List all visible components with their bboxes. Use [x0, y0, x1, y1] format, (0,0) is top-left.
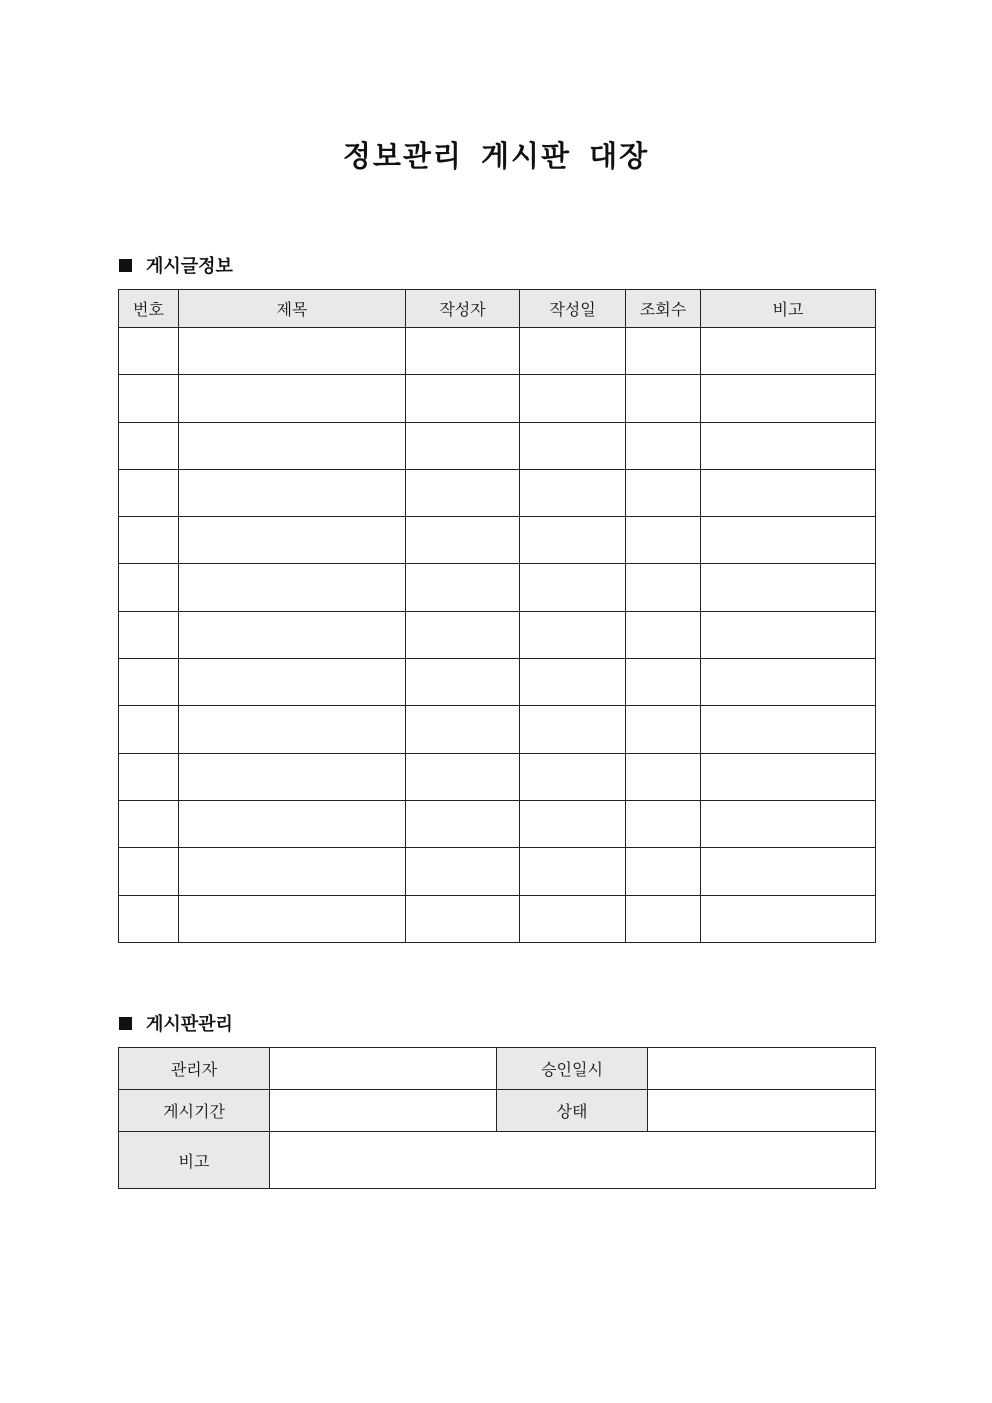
table-cell[interactable] — [406, 469, 520, 516]
table-row — [119, 800, 876, 847]
table-cell[interactable] — [119, 800, 179, 847]
table-cell[interactable] — [179, 517, 406, 564]
table-cell[interactable] — [406, 375, 520, 422]
table-cell[interactable] — [406, 517, 520, 564]
table-cell[interactable] — [626, 753, 701, 800]
column-header: 제목 — [179, 290, 406, 328]
table-cell[interactable] — [179, 895, 406, 942]
table-cell[interactable] — [520, 422, 626, 469]
table-cell[interactable] — [179, 375, 406, 422]
table-cell[interactable] — [119, 659, 179, 706]
table-cell[interactable] — [626, 895, 701, 942]
table-header-row — [119, 290, 876, 328]
table-cell[interactable] — [179, 564, 406, 611]
remarks-label: 비고 — [119, 1132, 270, 1189]
table-cell[interactable] — [520, 753, 626, 800]
status-label: 상태 — [497, 1090, 648, 1132]
table-row — [119, 753, 876, 800]
table-cell[interactable] — [406, 848, 520, 895]
table-cell[interactable] — [179, 328, 406, 375]
table-row — [119, 706, 876, 753]
table-cell[interactable] — [626, 375, 701, 422]
table-cell[interactable] — [179, 848, 406, 895]
table-cell[interactable] — [520, 706, 626, 753]
table-row — [119, 659, 876, 706]
table-cell[interactable] — [179, 706, 406, 753]
table-row — [119, 611, 876, 658]
table-cell[interactable] — [179, 800, 406, 847]
column-header: 작성일 — [520, 290, 626, 328]
table-cell[interactable] — [626, 706, 701, 753]
period-label: 게시기간 — [119, 1090, 270, 1132]
table-cell[interactable] — [406, 753, 520, 800]
table-cell[interactable] — [701, 517, 876, 564]
table-cell[interactable] — [701, 848, 876, 895]
table-cell[interactable] — [626, 611, 701, 658]
table-cell[interactable] — [701, 611, 876, 658]
table-cell[interactable] — [406, 328, 520, 375]
column-header: 번호 — [119, 290, 179, 328]
table-cell[interactable] — [701, 422, 876, 469]
column-header: 비고 — [701, 290, 876, 328]
status-field[interactable] — [648, 1090, 876, 1132]
table-cell[interactable] — [520, 800, 626, 847]
table-cell[interactable] — [701, 659, 876, 706]
table-cell[interactable] — [119, 469, 179, 516]
table-cell[interactable] — [626, 564, 701, 611]
table-cell[interactable] — [406, 706, 520, 753]
table-cell[interactable] — [179, 753, 406, 800]
table-cell[interactable] — [406, 422, 520, 469]
square-bullet-icon — [119, 259, 132, 272]
manager-label: 관리자 — [119, 1048, 270, 1090]
table-row — [119, 1132, 876, 1189]
table-cell[interactable] — [119, 706, 179, 753]
table-cell[interactable] — [520, 895, 626, 942]
table-row — [119, 517, 876, 564]
table-cell[interactable] — [626, 517, 701, 564]
table-cell[interactable] — [520, 517, 626, 564]
table-cell[interactable] — [179, 422, 406, 469]
column-header: 작성자 — [406, 290, 520, 328]
table-row — [119, 895, 876, 942]
table-cell[interactable] — [520, 469, 626, 516]
table-cell[interactable] — [626, 328, 701, 375]
section-heading-label: 게시판관리 — [146, 1014, 233, 1035]
table-cell[interactable] — [179, 611, 406, 658]
table-row — [119, 469, 876, 516]
table-cell[interactable] — [406, 611, 520, 658]
table-cell[interactable] — [119, 328, 179, 375]
table-cell[interactable] — [406, 895, 520, 942]
table-cell[interactable] — [701, 375, 876, 422]
table-cell[interactable] — [119, 564, 179, 611]
table-row — [119, 422, 876, 469]
table-row — [119, 1090, 876, 1132]
table-cell[interactable] — [179, 659, 406, 706]
table-cell[interactable] — [701, 753, 876, 800]
table-cell[interactable] — [701, 469, 876, 516]
post-info-table — [118, 289, 876, 943]
table-cell[interactable] — [119, 611, 179, 658]
table-cell[interactable] — [626, 469, 701, 516]
table-row — [119, 1048, 876, 1090]
document-title: 정보관리 게시판 대장 — [342, 139, 650, 173]
table-cell[interactable] — [626, 659, 701, 706]
table-cell[interactable] — [520, 659, 626, 706]
table-cell[interactable] — [520, 328, 626, 375]
table-cell[interactable] — [406, 659, 520, 706]
table-cell[interactable] — [701, 800, 876, 847]
section-heading-board-management — [119, 1011, 233, 1035]
table-cell[interactable] — [520, 611, 626, 658]
table-cell[interactable] — [119, 375, 179, 422]
table-cell[interactable] — [701, 895, 876, 942]
table-cell[interactable] — [119, 753, 179, 800]
board-management-table — [118, 1047, 876, 1189]
table-row — [119, 564, 876, 611]
approval-date-field[interactable] — [648, 1048, 876, 1090]
table-cell[interactable] — [626, 848, 701, 895]
table-cell[interactable] — [179, 469, 406, 516]
table-cell[interactable] — [701, 328, 876, 375]
table-cell[interactable] — [119, 517, 179, 564]
table-cell[interactable] — [626, 800, 701, 847]
table-cell[interactable] — [701, 564, 876, 611]
table-row — [119, 375, 876, 422]
table-cell[interactable] — [119, 848, 179, 895]
manager-field[interactable] — [270, 1048, 497, 1090]
table-cell[interactable] — [520, 375, 626, 422]
column-header: 조회수 — [626, 290, 701, 328]
remarks-field[interactable] — [270, 1132, 876, 1189]
section-heading-post-info — [119, 253, 233, 277]
table-cell[interactable] — [520, 848, 626, 895]
table-cell[interactable] — [701, 706, 876, 753]
table-cell[interactable] — [119, 895, 179, 942]
table-cell[interactable] — [406, 564, 520, 611]
table-row — [119, 328, 876, 375]
table-cell[interactable] — [520, 564, 626, 611]
table-cell[interactable] — [406, 800, 520, 847]
table-cell[interactable] — [626, 422, 701, 469]
table-row — [119, 848, 876, 895]
section-heading-label: 게시글정보 — [146, 256, 233, 277]
table-cell[interactable] — [119, 422, 179, 469]
square-bullet-icon — [119, 1017, 132, 1030]
approval-date-label: 승인일시 — [497, 1048, 648, 1090]
period-field[interactable] — [270, 1090, 497, 1132]
